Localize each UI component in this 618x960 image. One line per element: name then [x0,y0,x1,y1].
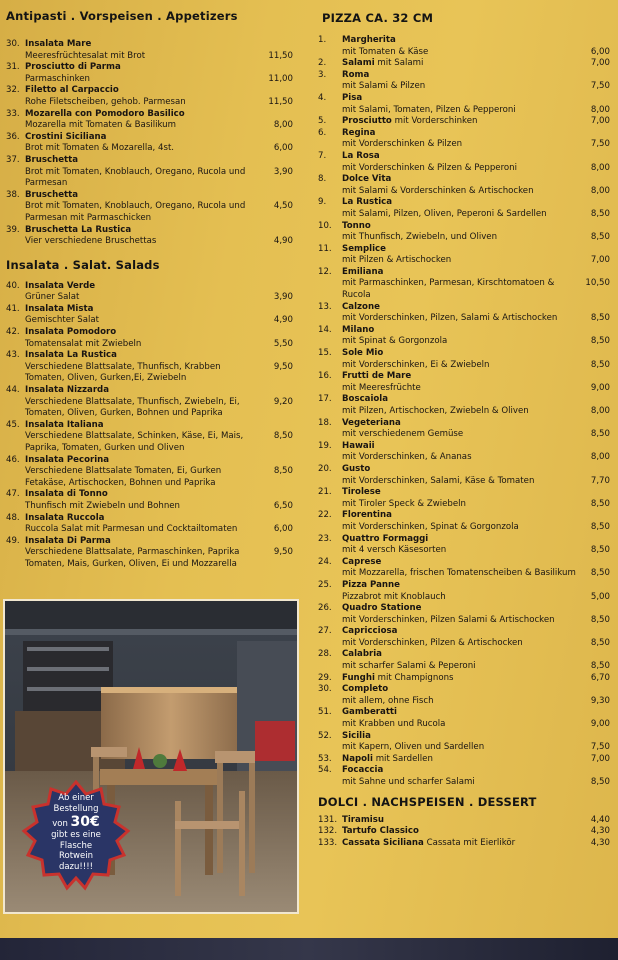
item-price: 8,50 [590,545,610,556]
item-number: 15. [318,348,332,359]
item-number: 131. [318,814,338,825]
item-number: 7. [318,150,327,161]
item-number: 10. [318,220,332,231]
item-description: Brot mit Tomaten & Mozarella, 4st. [25,143,175,154]
item-price: 3,90 [273,292,293,303]
item-name: Insalata di Tonno [25,489,108,500]
item-price: 8,00 [590,406,610,416]
item-description: mit Vorderschinken, & Ananas [342,452,472,463]
menu-item [318,70,610,93]
item-number: 17. [318,394,332,405]
antipasti-list [6,39,293,248]
item-description: mit Spinat & Gorgonzola [342,336,448,347]
pizza-list [318,35,610,789]
promo-von: von [52,819,68,829]
menu-item [318,244,610,267]
item-name: Napoli [342,753,373,764]
item-price: 8,50 [590,208,610,219]
item-name: Filetto al Carpaccio [25,85,119,96]
item-price: 8,50 [590,232,610,243]
item-name: Mozarella con Pomodoro Basilico [25,108,185,119]
item-description: mit Salami & Vorderschinken & Artischocken [342,185,534,196]
item-price: 8,00 [590,185,610,196]
item-name: Vegeteriana [342,417,401,428]
item-number: 42. [6,327,20,338]
item-number: 13. [318,301,332,312]
menu-item [6,39,293,62]
item-name: Dolce Vita [342,174,392,185]
item-price: 9,20 [273,396,293,407]
item-name: Emiliana [342,266,384,277]
item-price: 7,00 [590,753,610,764]
item-number: 12. [318,266,332,277]
item-price: 5,50 [273,338,293,349]
menu-item [318,510,610,533]
item-number: 52. [318,730,332,741]
item-number: 44. [6,385,20,396]
item-name: Florentina [342,510,392,521]
item-number: 18. [318,417,332,428]
item-description: mit Salami & Pilzen [342,81,426,92]
menu-item [6,385,293,420]
item-number: 19. [318,440,332,451]
item-name: Tiramisu [342,814,384,825]
menu-item [318,418,610,441]
menu-item [318,93,610,116]
item-name: Calzone [342,301,380,312]
item-name: Insalata Pecorina [25,454,110,465]
item-name: Boscaiola [342,394,389,405]
item-name: Quattro Formaggi [342,533,429,544]
item-price: 8,50 [273,466,293,477]
item-name: Insalata Di Parma [25,535,111,546]
left-column [6,9,293,571]
item-price: 9,00 [590,719,610,730]
item-name: Crostini Siciliana [25,131,107,142]
item-number: 133. [318,837,338,848]
menu-item [6,536,293,571]
item-number: 47. [6,489,20,500]
item-number: 24. [318,556,332,567]
item-name: Hawaii [342,440,375,451]
menu-item [318,580,610,603]
menu-item [318,649,610,672]
item-price: 8,50 [590,637,610,648]
item-name: Pizza Panne [342,579,400,590]
item-name: Roma [342,69,370,80]
item-number: 33. [6,108,20,119]
item-description: Ruccola Salat mit Parmesan und Cocktailtomaten [25,524,238,535]
menu-item [318,557,610,580]
item-description: mit Champignons [377,672,454,683]
item-name: Bruschetta La Rustica [25,224,132,235]
item-name: Insalata Mare [25,39,92,49]
item-number: 32. [6,85,20,96]
menu-item [318,371,610,394]
item-name: Insalata La Rustica [25,350,117,361]
item-price: 8,50 [590,661,610,672]
item-price: 6,00 [590,46,610,57]
item-price: 8,50 [590,336,610,347]
item-description: mit Mozzarella, frischen Tomatenscheiben & Basilikum [342,568,576,579]
item-price: 4,90 [273,315,293,326]
item-number: 39. [6,224,20,235]
item-name: Insalata Verde [25,280,96,291]
item-price: 8,00 [590,452,610,463]
menu-item [318,116,610,128]
item-description: mit Vorderschinken, Spinat & Gorgonzola [342,521,519,532]
item-number: 51. [318,707,332,718]
menu-item [318,731,610,754]
item-description: mit Pilzen, Artischocken, Zwiebeln & Oliven [342,406,529,416]
item-description: mit Sardellen [375,753,433,764]
promo-line1: Ab einer [58,793,94,803]
item-price: 8,50 [590,498,610,509]
item-price: 9,50 [273,547,293,558]
menu-item [6,85,293,108]
menu-item [318,626,610,649]
item-price: 11,50 [268,96,293,107]
item-description: mit Salami, Pilzen, Oliven, Peperoni & Sardellen [342,208,547,219]
item-description: Cassata mit Eierlikör [426,837,516,848]
item-description: mit Vorderschinken, Pilzen & Artischocken [342,637,523,648]
item-price: 7,50 [590,742,610,753]
item-price: 4,50 [273,201,293,212]
item-description: mit Salami [377,58,424,69]
item-description: mit Meeresfrüchte [342,382,421,393]
item-name: Milano [342,324,375,335]
dolci-heading: DOLCI . NACHSPEISEN . DESSERT [318,794,537,809]
menu-item [6,513,293,536]
item-description: Brot mit Tomaten, Knoblauch, Oregano, Rucola und Parmesan [25,166,246,189]
item-number: 30. [318,684,332,695]
menu-item [318,838,610,850]
item-number: 27. [318,626,332,637]
item-description: mit Vorderschinken, Ei & Zwiebeln [342,359,490,370]
item-number: 6. [318,127,327,138]
item-description: mit Parmaschinken, Parmesan, Kirschtomatoen & Rucola [342,278,555,301]
item-price: 8,50 [590,777,610,787]
menu-item [318,35,610,58]
item-description: mit Vorderschinken, Pilzen Salami & Artischocken [342,614,555,625]
item-description: mit Vorderschinken [394,116,478,127]
item-price: 7,00 [590,116,610,127]
item-price: 6,00 [273,524,293,535]
menu-item [6,489,293,512]
menu-item [318,174,610,197]
item-description: mit 4 versch Käsesorten [342,545,447,556]
pizza-heading: PIZZA CA. 32 CM [322,11,434,25]
promo-line5: Flasche [59,840,93,851]
item-price: 8,00 [590,104,610,115]
menu-item [6,225,293,248]
item-number: 38. [6,189,20,200]
menu-item [318,221,610,244]
item-price: 6,50 [273,500,293,511]
item-number: 22. [318,510,332,521]
item-number: 2. [318,58,327,69]
item-description: Brot mit Tomaten, Knoblauch, Oregano, Rucola und Parmesan mit Parmaschicken [25,201,246,223]
item-name: Prosciutto [342,116,392,127]
menu-item [318,464,610,487]
item-number: 41. [6,303,20,314]
item-number: 8. [318,174,327,185]
item-description: Rohe Filetscheiben, gehob. Parmesan [25,96,186,107]
item-description: mit scharfer Salami & Peperoni [342,661,476,672]
menu-item [318,684,610,707]
item-description: Pizzabrot mit Knoblauch [342,591,446,602]
menu-item [6,62,293,85]
item-name: Gusto [342,463,371,474]
item-number: 54. [318,765,332,776]
item-number: 21. [318,487,332,498]
item-price: 8,50 [590,614,610,625]
item-price: 7,00 [590,58,610,69]
item-name: Tirolese [342,487,381,498]
promo-text [20,793,132,872]
item-description: Mozarella mit Tomaten & Basilikum [25,120,176,131]
menu-item [318,754,610,766]
item-number: 29. [318,672,332,683]
item-price: 5,00 [590,591,610,602]
item-description: mit Vorderschinken & Pilzen [342,139,463,150]
menu-item [318,325,610,348]
item-name: Tartufo Classico [342,826,419,837]
item-number: 45. [6,419,20,430]
menu-item [6,455,293,490]
item-description: mit Tomaten & Käse [342,46,429,57]
menu-item [6,132,293,155]
item-number: 1. [318,35,327,45]
promo-line4: gibt es eine [51,830,101,840]
item-price: 8,00 [590,162,610,173]
item-description: Verschiedene Blattsalate, Thunfisch, Zwiebeln, Ei, Tomaten, Oliven, Gurken, Bohnen und Paprika [25,396,240,419]
item-description: mit Vorderschinken, Salami, Käse & Tomaten [342,475,535,486]
item-name: Completo [342,684,389,695]
item-description: Gemischter Salat [25,315,100,326]
item-description: Verschiedene Blattsalate, Thunfisch, Krabben Tomaten, Oliven, Gurken,Ei, Zwiebeln [25,361,221,384]
item-description: mit Sahne und scharfer Salami [342,777,475,787]
item-description: Thunfisch mit Zwiebeln und Bohnen [25,500,181,511]
bottom-edge [0,938,618,960]
menu-item [318,707,610,730]
menu-item [318,534,610,557]
item-description: mit Pilzen & Artischocken [342,255,452,266]
item-price: 7,00 [590,255,610,266]
menu-item [318,394,610,417]
menu-item [318,603,610,626]
insalata-list [6,281,293,571]
item-description: mit Vorderschinken & Pilzen & Pepperoni [342,162,518,173]
item-price: 8,50 [590,568,610,579]
item-price: 8,50 [590,429,610,440]
item-price: 8,00 [273,120,293,131]
item-price: 4,90 [273,236,293,247]
item-description: Meeresfrüchtesalat mit Brot [25,50,146,61]
item-name: Prosciutto di Parma [25,62,121,73]
item-number: 49. [6,535,20,546]
item-number: 37. [6,154,20,165]
item-name: Caprese [342,556,382,567]
menu-item [318,302,610,325]
menu-item [6,327,293,350]
right-column [318,11,610,849]
item-price: 9,50 [273,361,293,372]
item-number: 31. [6,62,20,73]
item-price: 10,50 [585,278,610,289]
item-description: Vier verschiedene Bruschettas [25,236,157,247]
item-price: 4,30 [590,837,610,848]
item-number: 26. [318,603,332,614]
item-number: 48. [6,512,20,523]
menu-item [6,109,293,132]
menu-item [6,304,293,327]
item-description: mit allem, ohne Fisch [342,695,434,706]
menu-item [6,420,293,455]
item-price: 6,70 [590,672,610,683]
item-name: La Rustica [342,197,393,208]
item-number: 16. [318,371,332,382]
item-number: 9. [318,197,327,208]
item-description: Verschiedene Blattsalate, Parmaschinken, Paprika Tomaten, Mais, Gurken, Oliven, Ei und Mozzarella [25,547,240,569]
item-price: 8,50 [590,521,610,532]
menu-item [318,128,610,151]
promo-line6: Rotwein [59,851,93,861]
item-description: Tomatensalat mit Zwiebeln [25,338,142,349]
item-name: Regina [342,127,376,138]
item-price: 8,50 [590,359,610,370]
item-description: mit Krabben und Rucola [342,719,446,730]
dolci-list [318,815,610,850]
item-price: 9,30 [590,695,610,706]
menu-item [318,487,610,510]
item-price: 8,50 [590,313,610,324]
item-price: 6,00 [273,143,293,154]
item-name: Cassata Siciliana [342,837,424,848]
item-price: 7,50 [590,81,610,92]
menu-item [318,826,610,838]
item-name: Bruschetta [25,189,79,200]
menu-item [6,190,293,225]
promo-line2: Bestellung [53,803,99,814]
item-name: Sicilia [342,730,371,741]
item-number: 20. [318,463,332,474]
menu-item [318,348,610,371]
item-number: 11. [318,243,332,254]
item-name: Gamberatti [342,707,397,718]
item-number: 25. [318,579,332,590]
menu-item [6,281,293,304]
item-name: Quadro Statione [342,603,422,614]
menu-item [318,815,610,827]
menu-item [318,197,610,220]
item-name: Insalata Nizzarda [25,385,110,396]
item-description: Verschiedene Blattsalate Tomaten, Ei, Gurken Fetakäse, Artischocken, Bohnen und Paprika [25,466,222,488]
item-description: Parmaschinken [25,73,90,84]
item-name: Focaccia [342,765,384,776]
item-price: 7,50 [590,139,610,150]
item-description: mit Tiroler Speck & Zwiebeln [342,498,467,509]
menu-item [318,673,610,685]
item-description: mit Kapern, Oliven und Sardellen [342,742,485,753]
menu-item [6,350,293,385]
item-name: La Rosa [342,150,380,161]
menu-item [318,441,610,464]
item-price: 8,50 [273,431,293,442]
item-number: 132. [318,826,338,837]
item-number: 3. [318,69,327,80]
item-name: Margherita [342,35,396,45]
menu-item [318,151,610,174]
item-name: Frutti de Mare [342,371,412,382]
item-number: 30. [6,39,20,49]
item-description: Grüner Salat [25,292,80,303]
item-number: 23. [318,533,332,544]
item-name: Sole Mio [342,348,384,359]
antipasti-heading: Antipasti . Vorspeisen . Appetizers [6,9,238,23]
item-description: mit Thunfisch, Zwiebeln, und Oliven [342,232,498,243]
item-number: 28. [318,649,332,660]
item-number: 36. [6,131,20,142]
item-name: Salami [342,58,375,69]
item-name: Bruschetta [25,154,79,165]
item-price: 11,50 [268,50,293,61]
item-description: mit Salami, Tomaten, Pilzen & Pepperoni [342,104,516,115]
item-number: 14. [318,324,332,335]
item-name: Capricciosa [342,626,398,637]
item-price: 7,70 [590,475,610,486]
promo-amount: 30€ [70,814,100,830]
item-number: 40. [6,280,20,291]
item-name: Insalata Pomodoro [25,327,117,338]
item-name: Pisa [342,92,363,103]
menu-item [318,267,610,302]
item-name: Insalata Mista [25,303,94,314]
item-description: Verschiedene Blattsalate, Schinken, Käse, Ei, Mais, Paprika, Tomaten, Gurken und Oliven [25,431,244,453]
item-price: 11,00 [268,73,293,84]
item-number: 4. [318,92,327,103]
item-name: Funghi [342,672,375,683]
item-name: Tonno [342,220,371,231]
item-number: 46. [6,454,20,465]
insalata-heading: Insalata . Salat. Salads [6,257,160,272]
item-description: mit verschiedenem Gemüse [342,429,464,440]
item-name: Insalata Ruccola [25,512,105,523]
item-number: 43. [6,350,20,361]
promo-line7: dazu!!!! [58,861,94,872]
item-description: mit Vorderschinken, Pilzen, Salami & Artischocken [342,313,558,324]
item-price: 3,90 [273,166,293,177]
item-number: 5. [318,116,327,127]
menu-item [318,765,610,788]
item-price: 4,30 [590,826,610,837]
item-name: Insalata Italiana [25,419,104,430]
item-name: Calabria [342,649,382,660]
menu-item [6,155,293,190]
menu-item [318,58,610,70]
item-price: 4,40 [590,814,610,825]
item-price: 9,00 [590,382,610,393]
item-name: Semplice [342,243,386,254]
item-number: 53. [318,753,332,764]
